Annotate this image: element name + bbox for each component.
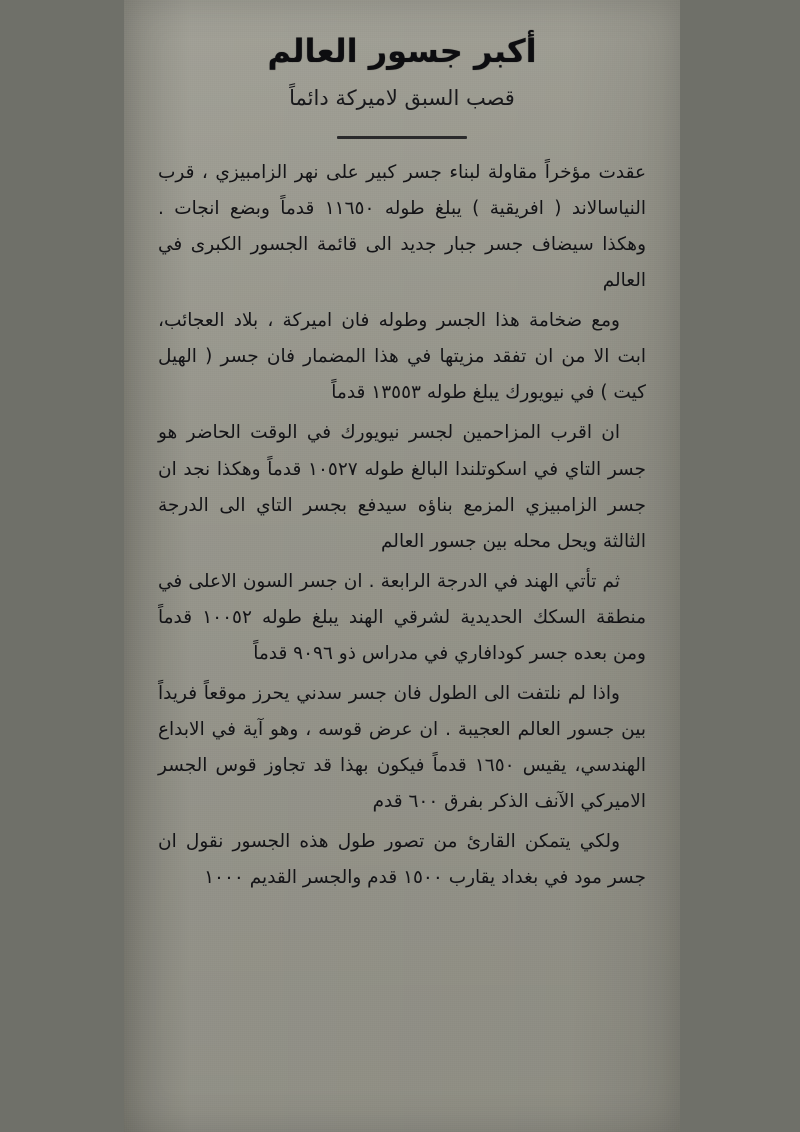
page-title: أكبر جسور العالم xyxy=(267,32,537,70)
document-page xyxy=(124,0,680,1132)
paragraph-1: عقدت مؤخراً مقاولة لبناء جسر كبير على نهر الزامبيزي ، قرب النياسالاند ( افريقية ) يبلغ طوله ١١٦٥٠ قدماً وبضع انجات . وهكذا سيضاف جسر جبار جديد الى قائمة الجسور الكبرى في العالم xyxy=(158,162,646,292)
article-body xyxy=(124,0,680,896)
paragraph-6: ولكي يتمكن القارئ من تصور طول هذه الجسور نقول ان جسر مود في بغداد يقارب ١٥٠٠ قدم والجسر القديم ١٠٠٠ xyxy=(158,831,646,889)
page-subtitle: قصب السبق لاميركة دائماً xyxy=(289,86,515,110)
title-divider xyxy=(337,136,467,139)
paragraph-5: واذا لم نلتفت الى الطول فان جسر سدني يحرز موقعاً فريداً بين جسور العالم العجيبة . ان عرض قوسه ، وهو آية في الابداع الهندسي، يقيس ١٦٥٠ قدماً فيكون بهذا قد تجاوز قوس الجسر الاميركي الآنف الذكر بفرق ٦٠٠ قدم xyxy=(158,682,647,813)
paragraph-2: ومع ضخامة هذا الجسر وطوله فان اميركة ، بلاد العجائب، ابت الا من ان تفقد مزيتها في هذا المضمار فان جسر ( الهيل كيت ) في نيويورك يبلغ طوله ١٣٥٥٣ قدماً xyxy=(158,310,646,404)
paragraph-3: ان اقرب المزاحمين لجسر نيويورك في الوقت الحاضر هو جسر التاي في اسكوتلندا البالغ طوله ١٠٥٢٧ قدماً وهكذا نجد ان جسر الزامبيزي المزمع بناؤه سيدفع بجسر التاي الى الدرجة الثالثة ويحل محله بين جسور العالم xyxy=(158,422,646,552)
paragraph-4: ثم تأتي الهند في الدرجة الرابعة . ان جسر السون الاعلى في منطقة السكك الحديدية لشرقي الهند يبلغ طوله ١٠٠٥٢ قدماً ومن بعده جسر كودافاري في مدراس ذو ٩٠٩٦ قدماً xyxy=(158,570,646,664)
